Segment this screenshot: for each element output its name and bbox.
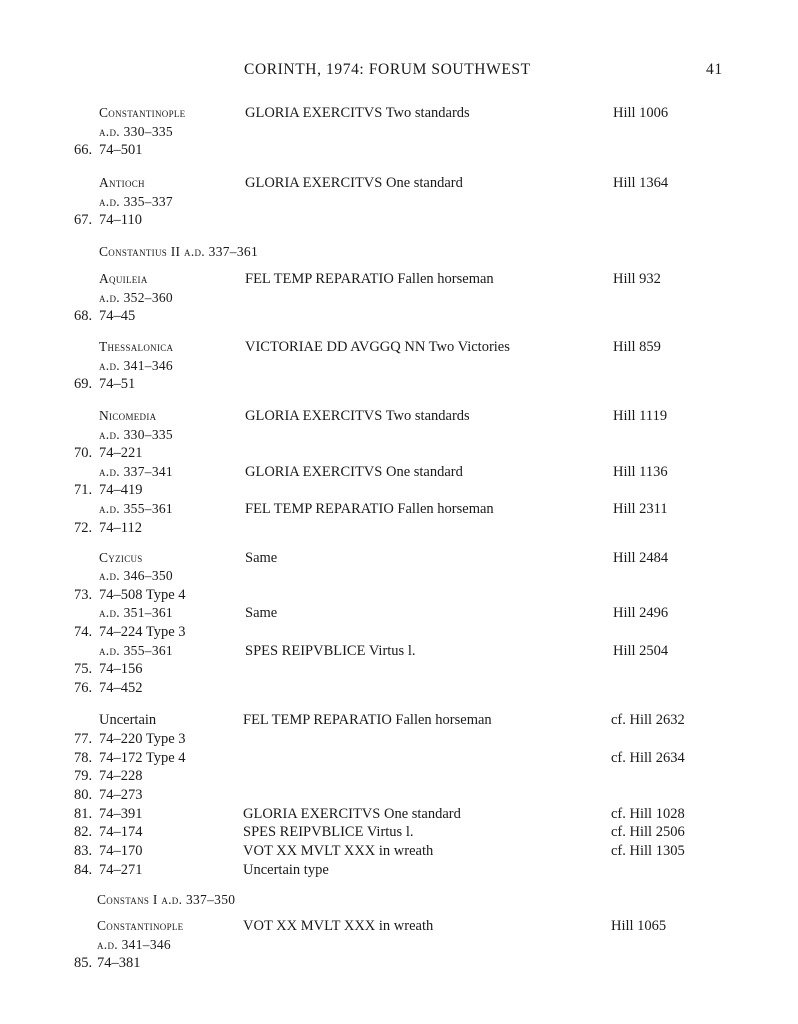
catalogue-line-25-col-2: Hill 2504: [613, 643, 669, 659]
catalogue-line-19-col-1: 74–112: [99, 520, 142, 536]
catalogue-line-16-col-1: GLORIA EXERCITVS One standard: [245, 464, 463, 480]
catalogue-line-23-col-2: Hill 2496: [613, 605, 669, 621]
catalogue-line-20-col-2: Hill 2484: [613, 550, 669, 566]
catalogue-line-22-col-0: 73.: [74, 587, 93, 603]
catalogue-line-38-col-0: Constantinople: [97, 918, 184, 933]
catalogue-line-15-col-1: 74–221: [99, 445, 143, 461]
catalogue-line-24-col-0: 74.: [74, 624, 93, 640]
catalogue-line-36-col-2: Uncertain type: [243, 862, 329, 878]
catalogue-line-38-col-2: Hill 1065: [611, 918, 667, 934]
catalogue-line-23-col-1: Same: [245, 605, 278, 621]
catalogue-line-38-col-1: VOT XX MVLT XXX in wreath: [243, 918, 434, 934]
catalogue-line-19-col-0: 72.: [74, 520, 93, 536]
catalogue-line-30-col-2: cf. Hill 2634: [611, 750, 685, 766]
catalogue-line-9-col-1: 74–45: [99, 308, 136, 324]
catalogue-line-30-col-1: 74–172 Type 4: [99, 750, 186, 766]
catalogue-line-18-col-1: FEL TEMP REPARATIO Fallen horseman: [245, 501, 494, 517]
catalogue-line-26-col-1: 74–156: [99, 661, 143, 677]
catalogue-line-34-col-2: SPES REIPVBLICE Virtus l.: [243, 824, 414, 840]
catalogue-line-35-col-1: 74–170: [99, 843, 143, 859]
catalogue-line-30-col-0: 78.: [74, 750, 93, 766]
catalogue-line-5-col-1: 74–110: [99, 212, 142, 228]
catalogue-line-10-col-1: VICTORIAE DD AVGGQ NN Two Victories: [245, 339, 510, 355]
catalogue-line-34-col-1: 74–174: [99, 824, 143, 840]
catalogue-line-15-col-0: 70.: [74, 445, 93, 461]
catalogue-line-0-col-1: GLORIA EXERCITVS Two standards: [245, 105, 470, 121]
catalogue-line-11-col-0: a.d. 341–346: [99, 358, 173, 373]
catalogue-line-36-col-1: 74–271: [99, 862, 143, 878]
catalogue-line-8-col-0: a.d. 352–360: [99, 290, 173, 305]
catalogue-line-10-col-0: Thessalonica: [99, 339, 174, 354]
catalogue-line-10-col-2: Hill 859: [613, 339, 661, 355]
catalogue-line-13-col-2: Hill 1119: [613, 408, 668, 424]
catalogue-line-18-col-2: Hill 2311: [613, 501, 668, 517]
catalogue-line-29-col-1: 74–220 Type 3: [99, 731, 186, 747]
catalogue-line-26-col-0: 75.: [74, 661, 93, 677]
catalogue-line-0-col-0: Constantinople: [99, 105, 186, 120]
catalogue-line-28-col-0: Uncertain: [99, 712, 157, 728]
catalogue-line-14-col-0: a.d. 330–335: [99, 427, 173, 442]
catalogue-line-12-col-1: 74–51: [99, 376, 136, 392]
catalogue-line-4-col-0: a.d. 335–337: [99, 194, 173, 209]
catalogue-line-18-col-0: a.d. 355–361: [99, 501, 173, 516]
catalogue-line-28-col-2: cf. Hill 2632: [611, 712, 685, 728]
catalogue-line-12-col-0: 69.: [74, 376, 93, 392]
catalogue-line-23-col-0: a.d. 351–361: [99, 605, 173, 620]
catalogue-line-34-col-3: cf. Hill 2506: [611, 824, 685, 840]
catalogue-line-3-col-0: Antioch: [99, 175, 145, 190]
catalogue-line-24-col-1: 74–224 Type 3: [99, 624, 186, 640]
catalogue-line-20-col-0: Cyzicus: [99, 550, 143, 565]
catalogue-line-1-col-0: a.d. 330–335: [99, 124, 173, 139]
catalogue-line-17-col-0: 71.: [74, 482, 93, 498]
catalogue-line-32-col-0: 80.: [74, 787, 93, 803]
catalogue-line-13-col-1: GLORIA EXERCITVS Two standards: [245, 408, 470, 424]
catalogue-line-33-col-0: 81.: [74, 806, 93, 822]
catalogue-line-33-col-3: cf. Hill 1028: [611, 806, 685, 822]
catalogue-line-2-col-0: 66.: [74, 142, 93, 158]
catalogue-line-16-col-0: a.d. 337–341: [99, 464, 173, 479]
catalogue-line-34-col-0: 82.: [74, 824, 93, 840]
catalogue-line-35-col-2: VOT XX MVLT XXX in wreath: [243, 843, 434, 859]
page-number: 41: [706, 61, 723, 78]
catalogue-line-27-col-0: 76.: [74, 680, 93, 696]
catalogue-line-25-col-0: a.d. 355–361: [99, 643, 173, 658]
catalogue-line-7-col-1: FEL TEMP REPARATIO Fallen horseman: [245, 271, 494, 287]
catalogue-line-2-col-1: 74–501: [99, 142, 143, 158]
catalogue-line-35-col-3: cf. Hill 1305: [611, 843, 685, 859]
catalogue-line-29-col-0: 77.: [74, 731, 93, 747]
catalogue-line-32-col-1: 74–273: [99, 787, 143, 803]
catalogue-line-3-col-1: GLORIA EXERCITVS One standard: [245, 175, 463, 191]
catalogue-line-36-col-0: 84.: [74, 862, 93, 878]
catalogue-line-9-col-0: 68.: [74, 308, 93, 324]
catalogue-line-39-col-0: a.d. 341–346: [97, 937, 171, 952]
catalogue-line-40-col-0: 85.: [74, 955, 93, 971]
catalogue-line-20-col-1: Same: [245, 550, 278, 566]
catalogue-line-35-col-0: 83.: [74, 843, 93, 859]
catalogue-line-40-col-1: 74–381: [97, 955, 141, 971]
catalogue-line-16-col-2: Hill 1136: [613, 464, 668, 480]
catalogue-line-3-col-2: Hill 1364: [613, 175, 669, 191]
catalogue-line-7-col-0: Aquileia: [99, 271, 148, 286]
catalogue-line-37-col-0: Constans I a.d. 337–350: [97, 892, 236, 907]
catalogue-line-22-col-1: 74–508 Type 4: [99, 587, 186, 603]
catalogue-line-31-col-0: 79.: [74, 768, 93, 784]
catalogue-line-7-col-2: Hill 932: [613, 271, 661, 287]
catalogue-line-28-col-1: FEL TEMP REPARATIO Fallen horseman: [243, 712, 492, 728]
catalogue-line-13-col-0: Nicomedia: [99, 408, 157, 423]
catalogue-line-33-col-2: GLORIA EXERCITVS One standard: [243, 806, 461, 822]
catalogue-line-6-col-0: Constantius II a.d. 337–361: [99, 244, 258, 259]
running-header-title: CORINTH, 1974: FORUM SOUTHWEST: [244, 61, 531, 78]
catalogue-line-5-col-0: 67.: [74, 212, 93, 228]
catalogue-line-21-col-0: a.d. 346–350: [99, 568, 173, 583]
catalogue-line-33-col-1: 74–391: [99, 806, 143, 822]
catalogue-line-27-col-1: 74–452: [99, 680, 143, 696]
catalogue-line-25-col-1: SPES REIPVBLICE Virtus l.: [245, 643, 416, 659]
catalogue-line-31-col-1: 74–228: [99, 768, 143, 784]
catalogue-line-0-col-2: Hill 1006: [613, 105, 669, 121]
catalogue-line-17-col-1: 74–419: [99, 482, 143, 498]
